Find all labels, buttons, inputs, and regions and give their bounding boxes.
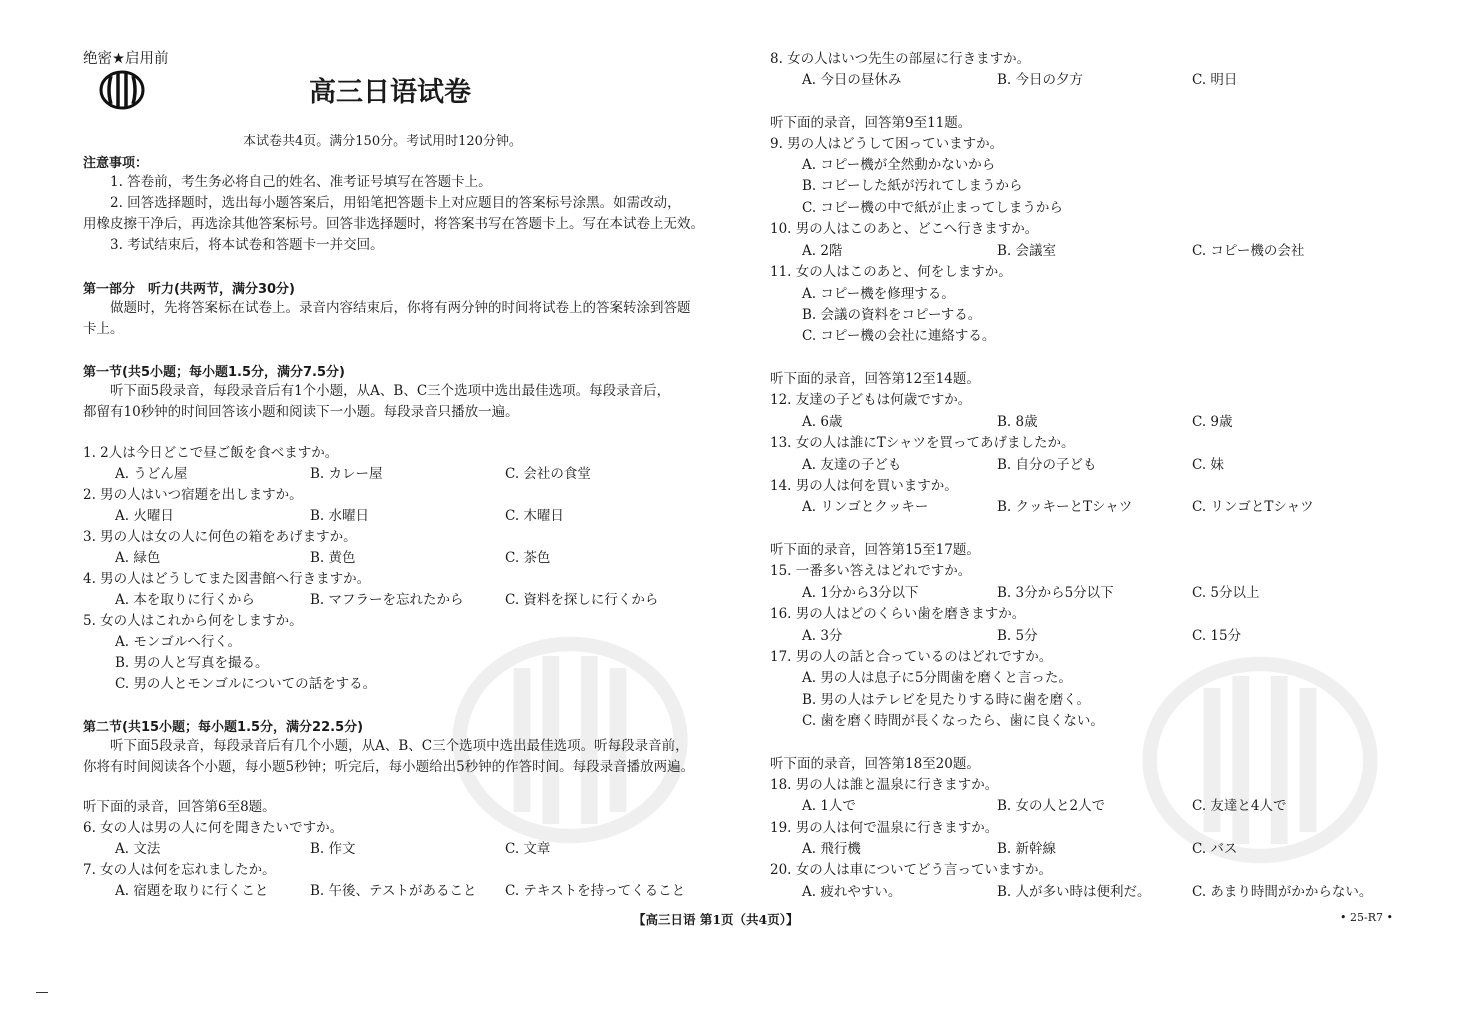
section2-desc: 听下面5段录音，每段录音后有几个小题，从A、B、C三个选项中选出最佳选项。听每段录音前，: [110, 738, 689, 754]
question-5: 5. 女の人はこれから何をしますか。: [83, 613, 303, 629]
q15-option-c: C. 5分以上: [1192, 585, 1260, 601]
question-8: 8. 女の人はいつ先生の部屋に行きますか。: [770, 51, 1031, 67]
question-12: 12. 友達の子どもは何歳ですか。: [770, 392, 972, 408]
q20-option-b: B. 人が多い時は便利だ。: [997, 884, 1151, 900]
q9-option-b: B. コピーした紙が汚れてしまうから: [802, 178, 1023, 194]
question-10: 10. 男の人はこのあと、どこへ行きますか。: [770, 221, 1039, 237]
group-instruction-15-17: 听下面的录音，回答第15至17题。: [770, 542, 980, 558]
q3-option-b: B. 黄色: [310, 550, 356, 566]
q7-option-b: B. 午後、テストがあること: [310, 883, 477, 899]
q10-option-c: C. コピー機の会社: [1192, 243, 1305, 259]
question-13: 13. 女の人は誰にTシャツを買ってあげましたか。: [770, 435, 1075, 451]
q8-option-c: C. 明日: [1192, 72, 1238, 88]
q1-option-c: C. 会社の食堂: [505, 466, 591, 482]
q13-option-a: A. 友達の子ども: [802, 457, 902, 473]
question-4: 4. 男の人はどうしてまた図書館へ行きますか。: [83, 571, 371, 587]
secret-label: 绝密★启用前: [83, 51, 169, 67]
notes-line: 用橡皮擦干净后，再选涂其他答案标号。回答非选择题时，将答案书写在答题卡上。写在本试卷上无效。: [83, 216, 704, 232]
section2-desc: 你将有时间阅读各个小题，每小题5秒钟；听完后，每小题给出5秒钟的作答时间。每段录音播放两遍。: [83, 759, 695, 775]
q6-option-b: B. 作文: [310, 841, 356, 857]
q17-option-b: B. 男の人はテレビを見たりする時に歯を磨く。: [802, 692, 1090, 708]
q14-option-c: C. リンゴとTシャツ: [1192, 499, 1314, 515]
q19-option-b: B. 新幹線: [997, 841, 1057, 857]
part1-desc: 做题时，先将答案标在试卷上。录音内容结束后，你将有两分钟的时间将试卷上的答案转涂到答题: [110, 300, 691, 316]
question-20: 20. 女の人は車についてどう言っていますか。: [770, 862, 1052, 878]
q5-option-b: B. 男の人と写真を撮る。: [115, 655, 269, 671]
group-instruction-9-11: 听下面的录音，回答第9至11题。: [770, 115, 972, 131]
part1-heading: 第一部分 听力(共两节，满分30分): [83, 282, 295, 297]
exam-code: • 25-R7 •: [1340, 911, 1393, 924]
q18-option-c: C. 友達と4人で: [1192, 798, 1287, 814]
question-6: 6. 女の人は男の人に何を聞きたいですか。: [83, 820, 344, 836]
section2-heading: 第二节(共15小题；每小题1.5分，满分22.5分): [83, 720, 364, 735]
q1-option-b: B. カレー屋: [310, 466, 383, 482]
q10-option-b: B. 会議室: [997, 243, 1057, 259]
q4-option-a: A. 本を取りに行くから: [115, 592, 255, 608]
scan-mark: [36, 992, 48, 993]
q19-option-a: A. 飛行機: [802, 841, 861, 857]
section1-desc: 听下面5段录音，每段录音后有1个小题，从A、B、C三个选项中选出最佳选项。每段录音后，: [110, 383, 671, 399]
question-2: 2. 男の人はいつ宿題を出しますか。: [83, 487, 303, 503]
q14-option-b: B. クッキーとTシャツ: [997, 499, 1133, 515]
question-19: 19. 男の人は何で温泉に行きますか。: [770, 820, 999, 836]
q6-option-c: C. 文章: [505, 841, 551, 857]
question-15: 15. 一番多い答えはどれですか。: [770, 563, 972, 579]
question-7: 7. 女の人は何を忘れましたか。: [83, 862, 276, 878]
q16-option-a: A. 3分: [802, 628, 843, 644]
q11-option-b: B. 会議の資料をコピーする。: [802, 307, 982, 323]
group-instruction-18-20: 听下面的录音，回答第18至20题。: [770, 756, 980, 772]
q18-option-b: B. 女の人と2人で: [997, 798, 1106, 814]
question-1: 1. 2人は今日どこで昼ご飯を食べますか。: [83, 445, 339, 461]
q7-option-c: C. テキストを持ってくること: [505, 883, 686, 899]
q3-option-a: A. 緑色: [115, 550, 161, 566]
section1-heading: 第一节(共5小题；每小题1.5分，满分7.5分): [83, 365, 345, 380]
q1-option-a: A. うどん屋: [115, 466, 188, 482]
section1-desc: 都留有10秒钟的时间回答该小题和阅读下一小题。每段录音只播放一遍。: [83, 404, 519, 420]
exam-info: 本试卷共4页。满分150分。考试用时120分钟。: [243, 134, 522, 149]
page-footer: 【高三日语 第1页（共4页）】: [633, 912, 799, 927]
q13-option-c: C. 妹: [1192, 457, 1224, 473]
notes-line: 2. 回答选择题时，选出每小题答案后，用铅笔把答题卡上对应题目的答案标号涂黑。如需改动，: [110, 195, 681, 211]
q11-option-c: C. コピー機の会社に連絡する。: [802, 328, 996, 344]
group-instruction-6-8: 听下面的录音，回答第6至8题。: [83, 799, 276, 815]
q4-option-c: C. 資料を探しに行くから: [505, 592, 659, 608]
q16-option-b: B. 5分: [997, 628, 1038, 644]
q6-option-a: A. 文法: [115, 841, 161, 857]
q9-option-c: C. コピー機の中で紙が止まってしまうから: [802, 200, 1063, 216]
school-seal-icon: [98, 68, 146, 112]
q8-option-b: B. 今日の夕方: [997, 72, 1084, 88]
q17-option-c: C. 歯を磨く時間が長くなったら、歯に良くない。: [802, 713, 1104, 729]
question-9: 9. 男の人はどうして困っていますか。: [770, 136, 1004, 152]
page-title: 高三日语试卷: [309, 77, 471, 108]
q3-option-c: C. 茶色: [505, 550, 551, 566]
watermark-seal-icon-right: [1140, 640, 1380, 880]
question-17: 17. 男の人の話と合っているのはどれですか。: [770, 649, 1053, 665]
q7-option-a: A. 宿題を取りに行くこと: [115, 883, 269, 899]
q11-option-a: A. コピー機を修理する。: [802, 286, 955, 302]
q15-option-b: B. 3分から5分以下: [997, 585, 1114, 601]
notes-line: 3. 考试结束后，将本试卷和答题卡一并交回。: [110, 237, 384, 253]
q18-option-a: A. 1人で: [802, 798, 856, 814]
question-18: 18. 男の人は誰と温泉に行きますか。: [770, 777, 999, 793]
q8-option-a: A. 今日の昼休み: [802, 72, 902, 88]
notes-heading: 注意事项：: [83, 156, 149, 171]
q4-option-b: B. マフラーを忘れたから: [310, 592, 464, 608]
q15-option-a: A. 1分から3分以下: [802, 585, 919, 601]
q5-option-a: A. モンゴルへ行く。: [115, 634, 242, 650]
question-16: 16. 男の人はどのくらい歯を磨きますか。: [770, 606, 1026, 622]
q13-option-b: B. 自分の子ども: [997, 457, 1097, 473]
part1-desc: 卡上。: [83, 321, 124, 337]
q2-option-b: B. 水曜日: [310, 508, 370, 524]
q19-option-c: C. バス: [1192, 841, 1238, 857]
q12-option-b: B. 8歳: [997, 414, 1038, 430]
q20-option-c: C. あまり時間がかからない。: [1192, 884, 1373, 900]
question-11: 11. 女の人はこのあと、何をしますか。: [770, 264, 1012, 280]
q17-option-a: A. 男の人は息子に5分間歯を磨くと言った。: [802, 670, 1072, 686]
q2-option-a: A. 火曜日: [115, 508, 174, 524]
q14-option-a: A. リンゴとクッキー: [802, 499, 929, 515]
q5-option-c: C. 男の人とモンゴルについての話をする。: [115, 676, 377, 692]
q9-option-a: A. コピー機が全然動かないから: [802, 157, 996, 173]
q12-option-c: C. 9歳: [1192, 414, 1233, 430]
q10-option-a: A. 2階: [802, 243, 843, 259]
notes-line: 1. 答卷前，考生务必将自己的姓名、准考证号填写在答题卡上。: [110, 174, 492, 190]
q16-option-c: C. 15分: [1192, 628, 1242, 644]
q12-option-a: A. 6歳: [802, 414, 843, 430]
group-instruction-12-14: 听下面的录音，回答第12至14题。: [770, 371, 980, 387]
q2-option-c: C. 木曜日: [505, 508, 564, 524]
q20-option-a: A. 疲れやすい。: [802, 884, 902, 900]
question-14: 14. 男の人は何を買いますか。: [770, 478, 958, 494]
question-3: 3. 男の人は女の人に何色の箱をあげますか。: [83, 529, 357, 545]
